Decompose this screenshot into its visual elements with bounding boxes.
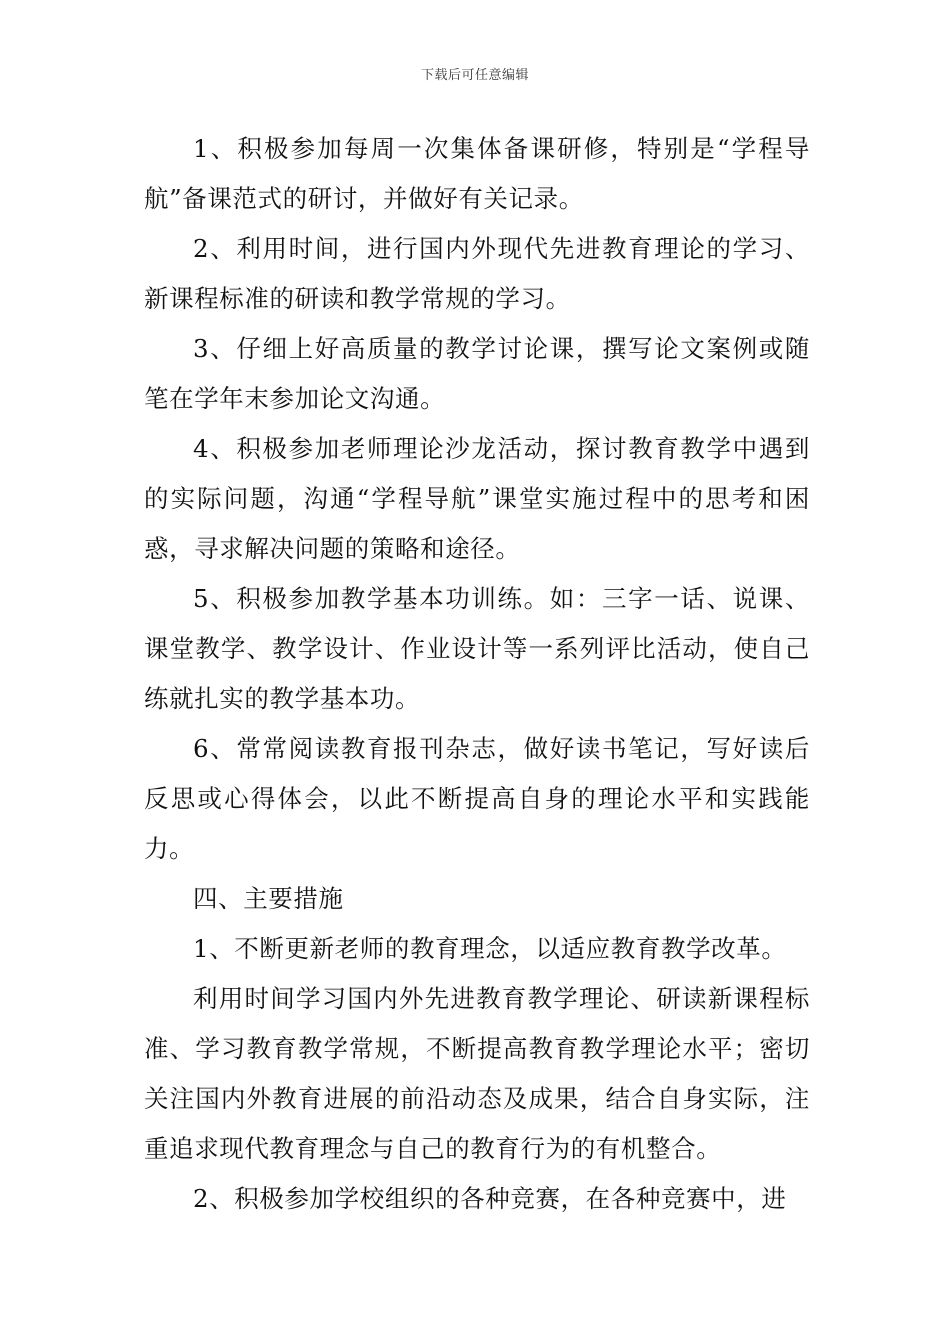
paragraph-3: 3、仔细上好高质量的教学讨论课，撰写论文案例或随笔在学年末参加论文沟通。 <box>144 334 810 413</box>
section-heading: 四、主要措施 <box>193 884 344 913</box>
paragraph-2: 2、利用时间，进行国内外现代先进教育理论的学习、新课程标准的研读和教学常规的学习。 <box>144 234 810 313</box>
measure-2: 2、积极参加学校组织的各种竞赛，在各种竞赛中，进 <box>193 1184 787 1213</box>
measure-1-detail: 利用时间学习国内外先进教育教学理论、研读新课程标准、学习教育教学常规，不断提高教育教学理论水平；密切关注国内外教育进展的前沿动态及成果，结合自身实际，注重追求现代教育理念与自己的教育行为的有机整合。 <box>144 984 810 1163</box>
paragraph-5: 5、积极参加教学基本功训练。如：三字一话、说课、课堂教学、教学设计、作业设计等一系列评比活动，使自己练就扎实的教学基本功。 <box>144 584 810 713</box>
page-header: 下载后可任意编辑 <box>420 68 529 83</box>
document-body <box>144 124 810 1224</box>
measure-1: 1、不断更新老师的教育理念，以适应教育教学改革。 <box>193 934 787 963</box>
paragraph-6: 6、常常阅读教育报刊杂志，做好读书笔记，写好读后反思或心得体会，以此不断提高自身的理论水平和实践能力。 <box>144 734 810 863</box>
paragraph-4: 4、积极参加老师理论沙龙活动，探讨教育教学中遇到的实际问题，沟通“学程导航”课堂实施过程中的思考和困惑，寻求解决问题的策略和途径。 <box>144 434 810 563</box>
paragraph-1: 1、积极参加每周一次集体备课研修，特别是“学程导航”备课范式的研讨，并做好有关记录。 <box>144 134 810 213</box>
